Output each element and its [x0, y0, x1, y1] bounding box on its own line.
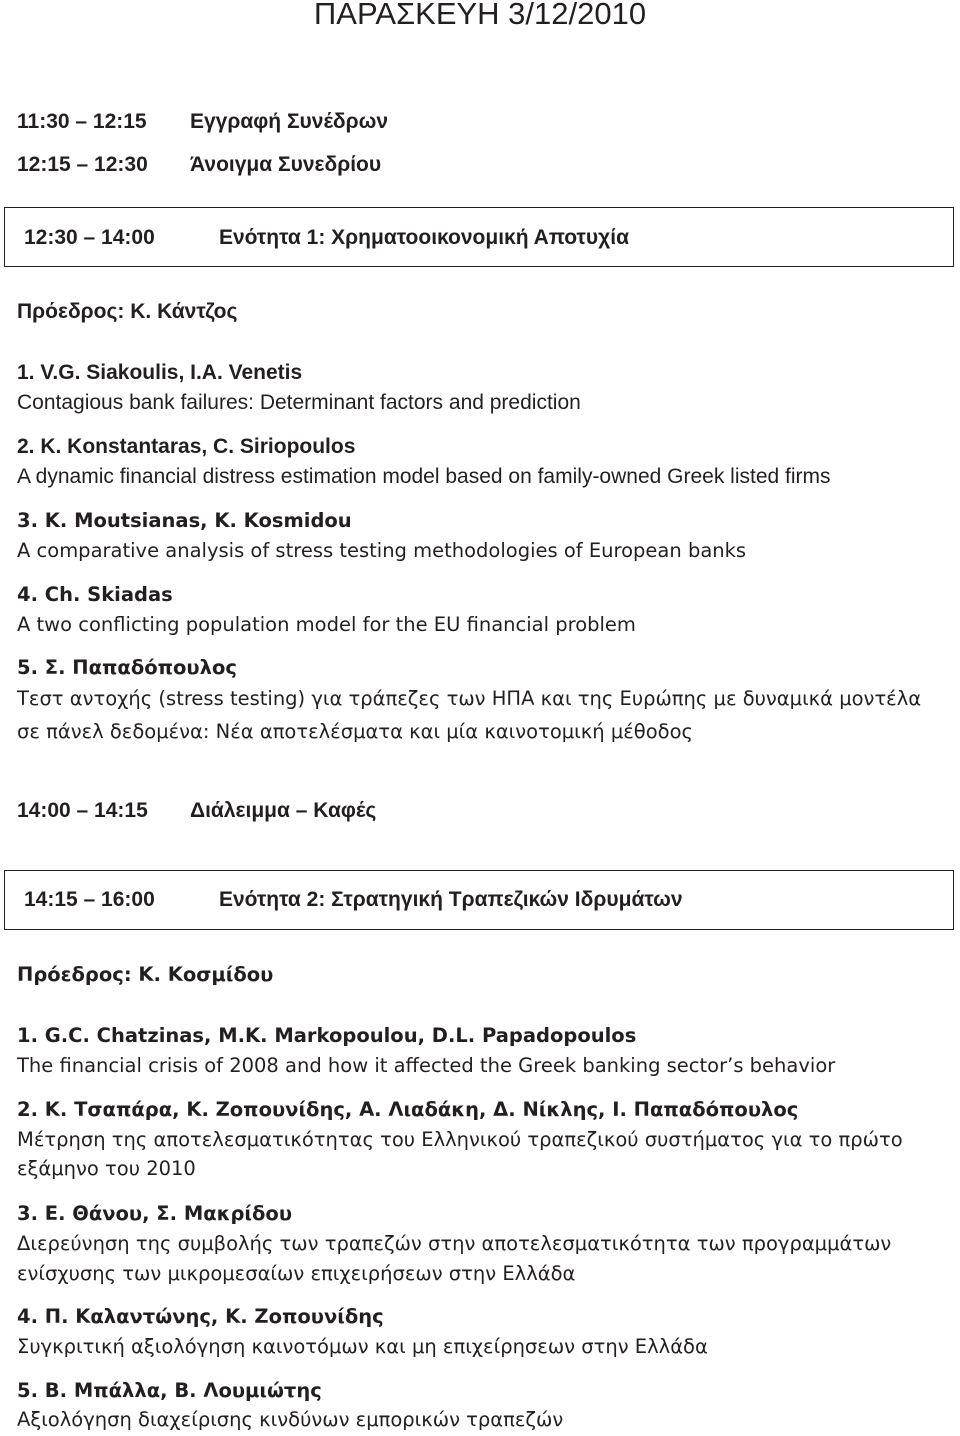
break-time: 14:00 – 14:15 [17, 799, 148, 822]
session2-chair: Πρόεδρος: Κ. Κοσμίδου [17, 963, 274, 986]
paper-title-line2: σε πάνελ δεδομένα: Νέα αποτελέσματα και μία καινοτομική μέθοδος [17, 720, 693, 743]
paper-title: The financial crisis of 2008 and how it affected the Greek banking sector’s behavior [17, 1054, 836, 1077]
paper-title-line1: Διερεύνηση της συμβολής των τραπεζών στην αποτελεσματικότητα των προγραμμάτων [17, 1232, 892, 1255]
paper-title: A dynamic financial distress estimation model based on family-owned Greek listed firms [17, 465, 831, 488]
paper-authors: 1. G.C. Chatzinas, M.K. Markopoulou, D.L. Papadopoulos [17, 1024, 637, 1047]
page-title: ΠΑΡΑΣΚΕΥΗ 3/12/2010 [313, 0, 647, 31]
registration-label: Εγγραφή Συνέδρων [190, 110, 389, 133]
registration-time: 11:30 – 12:15 [17, 110, 147, 133]
paper-title-line2: εξάμηνο του 2010 [17, 1157, 196, 1180]
paper-authors: 5. Β. Μπάλλα, Β. Λουμιώτης [17, 1379, 322, 1402]
paper-title: Συγκριτική αξιολόγηση καινοτόμων και μη επιχείρησεων στην Ελλάδα [17, 1335, 708, 1358]
session1-title: Ενότητα 1: Χρηματοοικονομική Αποτυχία [219, 226, 629, 249]
paper-authors: 4. Ch. Skiadas [17, 583, 173, 606]
paper-title-line2: ενίσχυσης των μικρομεσαίων επιχειρήσεων στην Ελλάδα [17, 1262, 576, 1285]
paper-title: A comparative analysis of stress testing methodologies of European banks [17, 539, 747, 562]
paper-title: A two conflicting population model for the EU financial problem [17, 613, 636, 636]
session2-time: 14:15 – 16:00 [24, 888, 155, 911]
opening-time: 12:15 – 12:30 [17, 153, 148, 176]
paper-title-line1: Μέτρηση της αποτελεσματικότητας του Ελληνικού τραπεζικού συστήματος για το πρώτο [17, 1128, 903, 1151]
paper-authors: 2. Κ. Τσαπάρα, Κ. Ζοπουνίδης, Α. Λιαδάκη, Δ. Νίκλης, Ι. Παπαδόπουλος [17, 1098, 799, 1121]
paper-title: Αξιολόγηση διαχείρισης κινδύνων εμπορικών τραπεζών [17, 1408, 564, 1431]
paper-title-line1: Τεστ αντοχής (stress testing) για τράπεζες των ΗΠΑ και της Ευρώπης με δυναμικά μοντέλα [17, 687, 922, 710]
paper-authors: 3. K. Moutsianas, K. Kosmidou [17, 509, 352, 532]
opening-label: Άνοιγμα Συνεδρίου [190, 153, 382, 176]
paper-authors: 5. Σ. Παπαδόπουλος [17, 656, 237, 679]
paper-authors: 3. Ε. Θάνου, Σ. Μακρίδου [17, 1202, 292, 1225]
session1-time: 12:30 – 14:00 [24, 226, 155, 249]
session1-chair: Πρόεδρος: Κ. Κάντζος [17, 300, 238, 323]
paper-authors: 1. V.G. Siakoulis, I.A. Venetis [17, 361, 303, 384]
paper-authors: 4. Π. Καλαντώνης, Κ. Ζοπουνίδης [17, 1305, 384, 1328]
paper-authors: 2. K. Konstantaras, C. Siriopoulos [17, 435, 356, 458]
session2-title: Ενότητα 2: Στρατηγική Τραπεζικών Ιδρυμάτων [219, 888, 683, 911]
break-label: Διάλειμμα – Καφές [190, 799, 377, 822]
paper-title: Contagious bank failures: Determinant factors and prediction [17, 391, 581, 414]
